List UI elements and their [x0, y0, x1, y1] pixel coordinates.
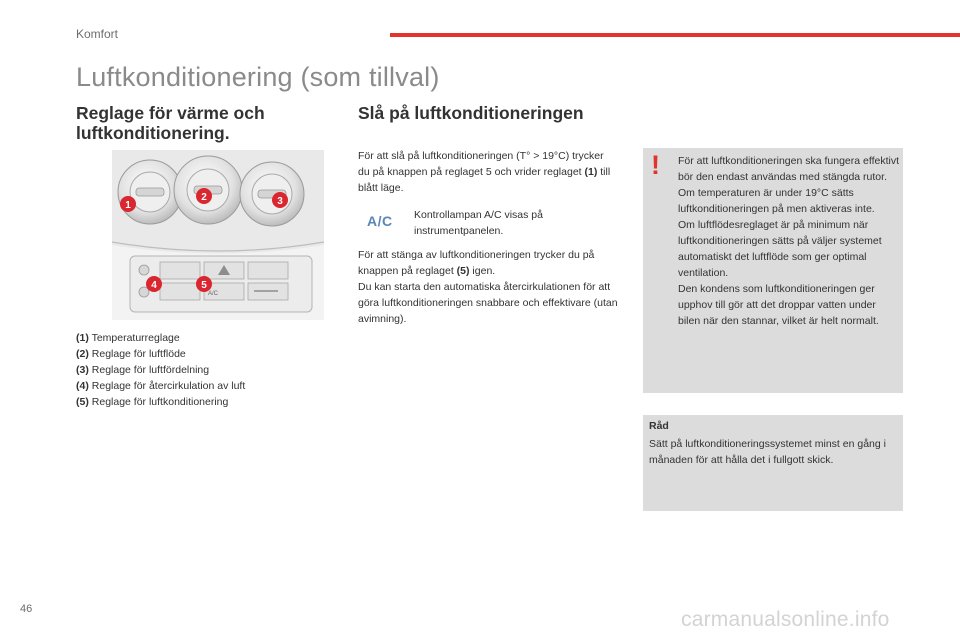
heading-controls: Reglage för värme och luftkonditionering. — [76, 103, 265, 143]
legend-item: (4) Reglage för återcirkulation av luft — [76, 380, 246, 392]
legend-item: (1) Temperaturreglage — [76, 332, 180, 344]
controls-legend — [76, 330, 245, 410]
svg-text:2: 2 — [201, 192, 207, 203]
heading-turn-on-ac: Slå på luftkonditioneringen — [358, 103, 584, 123]
legend-item: (2) Reglage för luftflöde — [76, 348, 186, 360]
legend-item: (3) Reglage för luftfördelning — [76, 364, 210, 376]
tip-title: Råd — [649, 420, 669, 432]
page-title: Luftkonditionering (som tillval) — [76, 62, 440, 92]
recirculation-note: Du kan starta den automatiska återcirkulationen för att göra luftkonditioneringen snabbare och effektivare (utan avimning). — [358, 281, 618, 325]
callout-2 — [196, 188, 212, 204]
svg-text:5: 5 — [201, 280, 207, 291]
turn-off-instructions: För att stänga av luftkonditioneringen trycker du på knappen på reglaget (5) igen. Du kan starta den automatiska återcirkulationen för att göra luftkonditioneringen snabbare och effektivare (utan avimning). — [358, 249, 618, 325]
page-number: 46 — [20, 603, 33, 615]
callout-5 — [196, 276, 212, 292]
warning-icon: ! — [651, 150, 660, 180]
watermark: carmanualsonline.info — [681, 608, 890, 631]
legend-item: (5) Reglage för luftkonditionering — [76, 396, 229, 408]
tip-text: Sätt på luftkonditioneringssystemet minst en gång i månaden för att hålla det i fullgott skick. — [649, 438, 886, 466]
warning-box — [643, 148, 903, 393]
warning-text: För att luftkonditioneringen ska fungera effektivt bör den endast användas med stängda rutor. Om temperaturen är under 19°C sätts luftkonditioneringen på men aktiveras inte. Om luftflödesreglaget är på minimum när luftkonditioneringen sätts på väljer systemet automatiskt det luftflöde som ger optimal ventilation. Den kondens som luftkonditioneringen ger upphov till gör att det droppar vatten under bilen när den stannar, vilket är helt normalt. — [678, 155, 900, 327]
turn-on-instructions: För att slå på luftkonditioneringen (T° > 19°C) trycker du på knappen på reglaget 5 och vrider reglaget (1) till blått läge. — [358, 150, 611, 194]
svg-text:4: 4 — [151, 280, 157, 291]
svg-text:3: 3 — [277, 196, 283, 207]
tip-box — [643, 415, 903, 511]
callout-4 — [146, 276, 162, 292]
callout-3 — [272, 192, 288, 208]
ac-indicator-text: Kontrollampan A/C visas på instrumentpanelen. — [414, 209, 543, 237]
dashboard-controls-illustration — [112, 150, 324, 320]
ac-indicator-icon: A/C — [367, 213, 393, 229]
svg-text:1: 1 — [125, 200, 131, 211]
section-label: Komfort — [76, 27, 119, 41]
callout-1 — [120, 196, 136, 212]
header-accent-bar — [390, 33, 960, 37]
figure-ac-button-text: A/C — [208, 291, 219, 297]
